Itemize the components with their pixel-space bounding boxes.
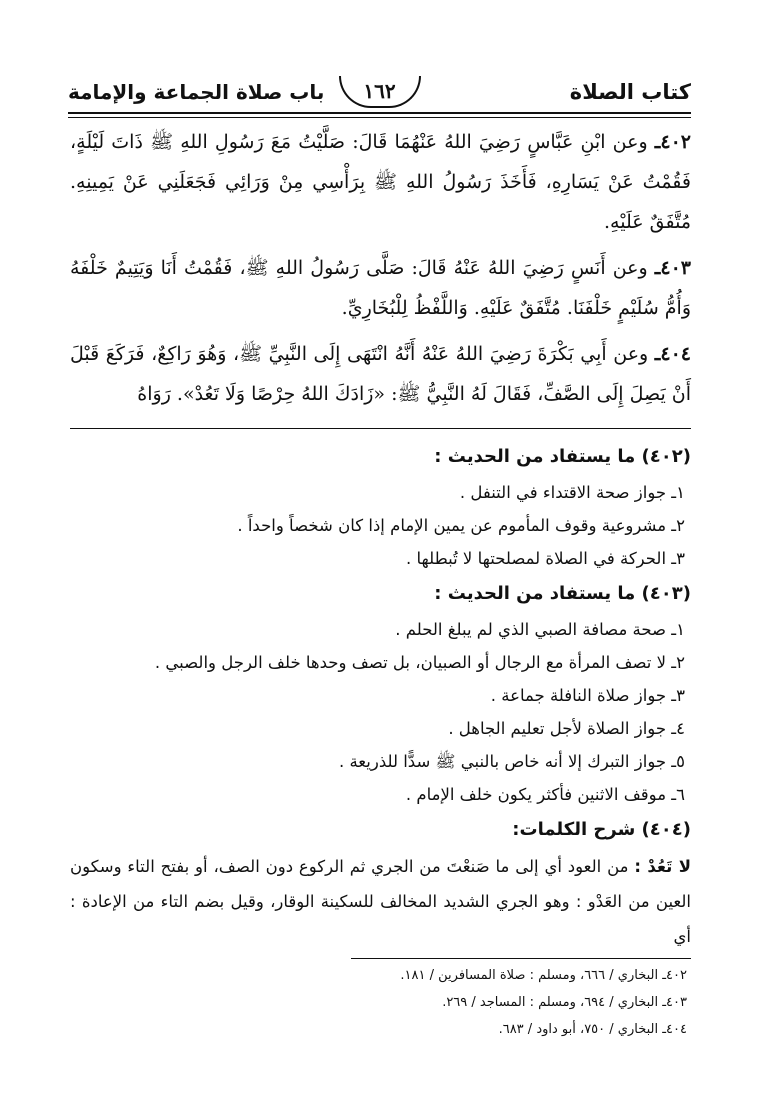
list-item: ٣ـ الحركة في الصلاة لمصلحتها لا تُبطلها .: [406, 549, 685, 568]
list-item: ٢ـ لا تصف المرأة مع الرجال أو الصبيان، بل تصف وحدها خلف الرجل والصبي .: [154, 653, 685, 672]
hadith-text: وعن ابْنِ عَبَّاسٍ رَضِيَ اللهُ عَنْهُمَا قَالَ: صَلَّيْتُ مَعَ رَسُولِ اللهِ ﷺ ذَاتَ لَيْلَةٍ، فَقُمْتُ عَنْ يَسَارِهِ، فَأَخَذَ رَسُولُ اللهِ ﷺ بِرَأْسِي مِنْ وَرَائِي فَجَعَلَنِي عَنْ يَمِينِهِ. مُتَّفَقٌ عَلَيْهِ.: [70, 131, 691, 233]
glossary-term: لا تَعُدْ :: [634, 857, 692, 876]
hadith-number: ٤٠٢ـ: [654, 131, 691, 153]
hadith-403: [70, 248, 691, 328]
list-item: ٤ـ جواز الصلاة لأجل تعليم الجاهل .: [448, 719, 685, 738]
footnotes: [400, 962, 687, 1043]
chapter-title: باب صلاة الجماعة والإمامة: [68, 80, 325, 104]
list-item: ٦ـ موقف الاثنين فأكثر يكون خلف الإمام .: [405, 785, 685, 804]
hadith-text: وعن أَنَسٍ رَضِيَ اللهُ عَنْهُ قَالَ: صَلَّى رَسُولُ اللهِ ﷺ، فَقُمْتُ أَنَا وَيَتِيمٌ خَلْفَهُ وَأُمُّ سُلَيْمٍ خَلْفَنَا. مُتَّفَقٌ عَلَيْهِ. وَاللَّفْظُ لِلْبُخَارِيِّ.: [70, 257, 691, 319]
hadith-text: وعن أَبِي بَكْرَةَ رَضِيَ اللهُ عَنْهُ أَنَّهُ انْتَهَى إِلَى النَّبِيِّ ﷺ، وَهُوَ رَاكِعٌ، فَرَكَعَ قَبْلَ أَنْ يَصِلَ إِلَى الصَّفِّ، فَقَالَ لَهُ النَّبِيُّ ﷺ: «زَادَكَ اللهُ حِرْصًا وَلَا تَعُدْ». رَوَاهُ: [70, 343, 691, 405]
footnote: ٤٠٢ـ البخاري / ٦٦٦، ومسلم : صلاة المسافرين / ١٨١.: [400, 968, 687, 983]
book-title: كتاب الصلاة: [569, 80, 691, 104]
commentary: [70, 438, 691, 954]
footnote-divider: [351, 958, 691, 959]
page-header: [68, 74, 691, 114]
section-divider: [70, 428, 691, 429]
words-404-heading: (٤٠٤) شرح الكلمات:: [512, 819, 691, 840]
footnote: ٤٠٣ـ البخاري / ٦٩٤، ومسلم : المساجد / ٢٦٩.: [442, 995, 687, 1010]
glossary-definition: من العود أي إلى ما صَنعْتَ من الجري ثم الركوع دون الصف، أو بفتح التاء وسكون العين من العَدْو : وهو الجري الشديد المخالف للسكينة الوقار، وقيل بضم التاء من الإعادة : أي: [70, 857, 691, 946]
hadith-number: ٤٠٣ـ: [654, 257, 691, 279]
hadith-402: [70, 122, 691, 242]
page-number: ١٦٢: [339, 76, 421, 108]
words-404-text: [70, 849, 691, 954]
list-item: ٢ـ مشروعية وقوف المأموم عن يمين الإمام إذا كان شخصاً واحداً .: [237, 516, 685, 535]
list-item: ٥ـ جواز التبرك إلا أنه خاص بالنبي ﷺ سدًّا للذريعة .: [338, 752, 685, 771]
hadith-list: [70, 122, 691, 420]
list-item: ١ـ صحة مصافة الصبي الذي لم يبلغ الحلم .: [395, 620, 685, 639]
header-divider-thin: [68, 117, 691, 118]
hadith-404: [70, 334, 691, 414]
list-item: ٣ـ جواز صلاة النافلة جماعة .: [490, 686, 685, 705]
benefits-403-heading: (٤٠٣) ما يستفاد من الحديث :: [434, 583, 691, 604]
header-divider: [68, 112, 691, 114]
benefits-402-heading: (٤٠٢) ما يستفاد من الحديث :: [434, 446, 691, 467]
hadith-number: ٤٠٤ـ: [654, 343, 691, 365]
list-item: ١ـ جواز صحة الاقتداء في التنفل .: [459, 483, 685, 502]
footnote: ٤٠٤ـ البخاري / ٧٥٠، أبو داود / ٦٨٣.: [498, 1022, 687, 1037]
